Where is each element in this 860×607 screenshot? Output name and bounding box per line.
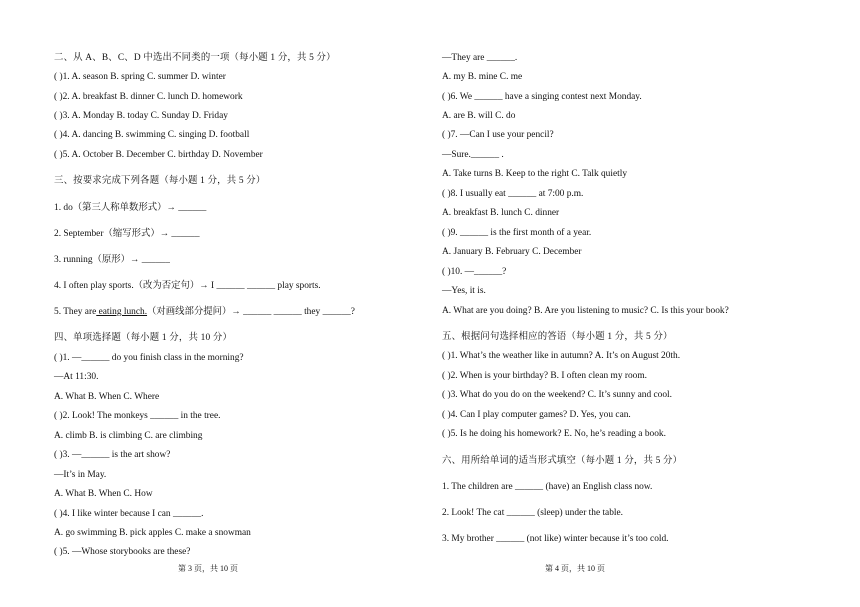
- section4-line: ( )3. —______ is the art show?: [54, 450, 171, 460]
- section5-item-4: ( )4. Can I play computer games? D. Yes, you can.: [442, 410, 631, 420]
- section6-title: 六、用所给单词的适当形式填空（每小题 1 分，共 5 分）: [442, 456, 683, 466]
- section5-item-1: ( )1. What’s the weather like in autumn? A. It’s on August 20th.: [442, 351, 681, 361]
- section2-item-2: ( )2. A. breakfast B. dinner C. lunch D. homework: [54, 92, 243, 102]
- section4-line: —It’s in May.: [54, 470, 107, 480]
- section5-item-5: ( )5. Is he doing his homework? E. No, he’s reading a book.: [442, 429, 666, 439]
- section5-title: 五、根据问句选择相应的答语（每小题 1 分，共 5 分）: [442, 332, 673, 342]
- section4-cont-line: —They are ______.: [442, 53, 518, 63]
- section4-line: ( )1. —______ do you finish class in the morning?: [54, 353, 244, 363]
- section4-line: —At 11:30.: [54, 372, 99, 382]
- section3-q3: 3. running（原形）→ ______: [54, 255, 170, 265]
- section4-line: A. climb B. is climbing C. are climbing: [54, 431, 203, 441]
- section4-cont-line: A. are B. will C. do: [442, 111, 516, 121]
- section5-item-3: ( )3. What do you do on the weekend? C. It’s sunny and cool.: [442, 390, 672, 400]
- section6-item-2: 2. Look! The cat ______ (sleep) under the table.: [442, 508, 624, 518]
- section3-q2: 2. September（缩写形式）→ ______: [54, 229, 200, 239]
- right-page-number: 第 4 页，共 10 页: [545, 564, 605, 573]
- section4-line: ( )4. I like winter because I can ______.: [54, 509, 204, 519]
- section4-cont-line: A. breakfast B. lunch C. dinner: [442, 208, 560, 218]
- section4-cont-line: ( )10. —______?: [442, 267, 507, 277]
- section4-cont-line: A. my B. mine C. me: [442, 72, 523, 82]
- section4-cont-line: —Yes, it is.: [442, 286, 486, 296]
- section2-item-5: ( )5. A. October B. December C. birthday D. November: [54, 150, 263, 160]
- section4-cont-line: ( )9. ______ is the first month of a year.: [442, 228, 592, 238]
- section4-cont-line: ( )6. We ______ have a singing contest next Monday.: [442, 92, 642, 102]
- section6-item-3: 3. My brother ______ (not like) winter because it’s too cold.: [442, 534, 669, 544]
- section3-q5-pre: 5. They are: [54, 307, 97, 317]
- section3-title: 三、按要求完成下列各题（每小题 1 分，共 5 分）: [54, 176, 266, 186]
- left-page-number: 第 3 页，共 10 页: [178, 564, 238, 573]
- section4-line: A. What B. When C. Where: [54, 392, 160, 402]
- section6-item-1: 1. The children are ______ (have) an English class now.: [442, 482, 653, 492]
- section5-item-2: ( )2. When is your birthday? B. I often clean my room.: [442, 371, 647, 381]
- section2-item-4: ( )4. A. dancing B. swimming C. singing D. football: [54, 130, 250, 140]
- section4-cont-line: ( )7. —Can I use your pencil?: [442, 130, 554, 140]
- section4-cont-line: A. Take turns B. Keep to the right C. Talk quietly: [442, 169, 628, 179]
- section4-line: A. go swimming B. pick apples C. make a snowman: [54, 528, 251, 538]
- section4-cont-line: A. What are you doing? B. Are you listening to music? C. Is this your book?: [442, 306, 729, 316]
- section4-cont-line: ( )8. I usually eat ______ at 7:00 p.m.: [442, 189, 584, 199]
- section4-cont-line: —Sure.______ .: [442, 150, 504, 160]
- section2-item-3: ( )3. A. Monday B. today C. Sunday D. Friday: [54, 111, 228, 121]
- section3-q5-post: （对画线部分提问）→ ______ ______ they ______?: [147, 307, 355, 317]
- section4-line: ( )5. —Whose storybooks are these?: [54, 547, 191, 557]
- section3-q5-underlined: eating lunch.: [96, 307, 148, 317]
- section4-line: ( )2. Look! The monkeys ______ in the tree.: [54, 411, 221, 421]
- section4-cont-line: A. January B. February C. December: [442, 247, 582, 257]
- section3-q1: 1. do（第三人称单数形式）→ ______: [54, 203, 207, 213]
- section3-q5: [54, 306, 355, 318]
- section4-line: A. What B. When C. How: [54, 489, 153, 499]
- section3-q4: 4. I often play sports.（改为否定句）→ I ______ ______ play sports.: [54, 281, 321, 291]
- section2-item-1: ( )1. A. season B. spring C. summer D. winter: [54, 72, 226, 82]
- section2-title: 二、从 A、B、C、D 中选出不同类的一项（每小题 1 分，共 5 分）: [54, 53, 336, 63]
- section4-title: 四、单项选择题（每小题 1 分，共 10 分）: [54, 333, 233, 343]
